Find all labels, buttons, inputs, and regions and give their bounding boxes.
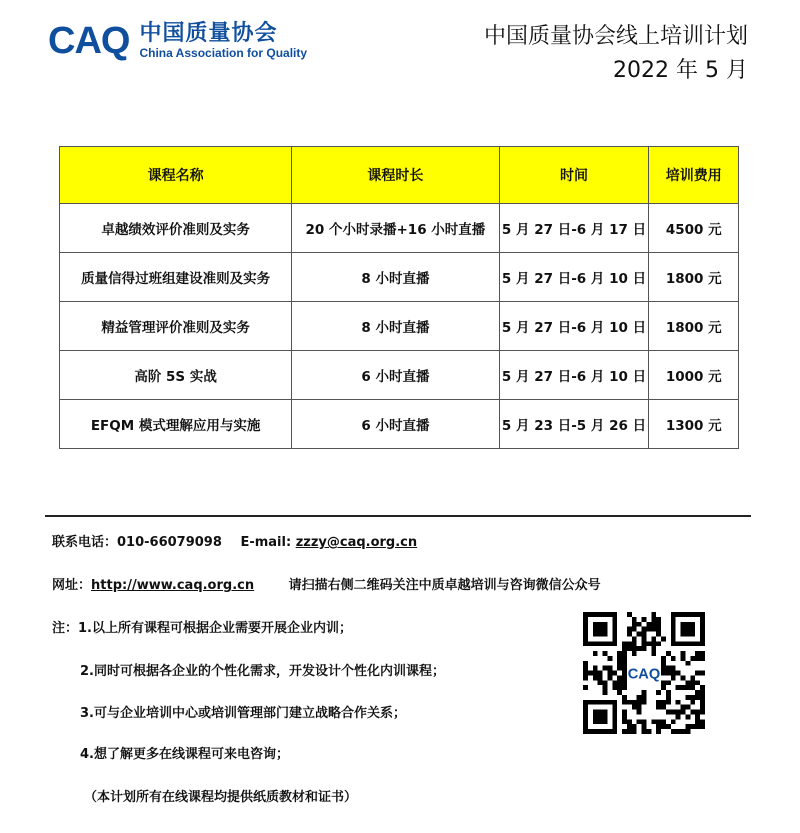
duration-cell: 8 小时直播 [292, 253, 499, 302]
qr-module [671, 710, 676, 715]
time-cell: 5 月 27 日-6 月 10 日 [499, 351, 649, 400]
qr-module [622, 695, 627, 700]
qr-module [661, 656, 666, 661]
qr-module [598, 671, 603, 676]
qr-module [651, 636, 656, 641]
qr-module [607, 666, 612, 671]
fee-cell: 1800 元 [649, 253, 739, 302]
qr-module [642, 719, 647, 724]
qr-module [617, 661, 622, 666]
qr-module [695, 719, 700, 724]
qr-module [617, 675, 622, 680]
qr-module [656, 729, 661, 734]
qr-module [695, 714, 700, 719]
qr-module [642, 724, 647, 729]
qr-module [583, 661, 588, 666]
qr-module [690, 695, 695, 700]
qr-module [676, 700, 681, 705]
fee-cell: 1800 元 [649, 302, 739, 351]
caq-logo [48, 20, 308, 63]
qr-module [700, 700, 705, 705]
section-divider [45, 515, 751, 517]
fee-cell: 1000 元 [649, 351, 739, 400]
qr-module [681, 651, 686, 656]
qr-module [656, 705, 661, 710]
header-fee: 培训费用 [649, 147, 739, 204]
qr-module [681, 685, 686, 690]
qr-module [622, 719, 627, 724]
qr-module [612, 680, 617, 685]
notes-footer: （本计划所有在线课程均提供纸质教材和证书） [84, 790, 358, 805]
qr-module [603, 666, 608, 671]
website-line [52, 574, 601, 593]
qr-module [637, 695, 642, 700]
qr-module [637, 632, 642, 637]
logo-chinese-name: 中国质量协会 [139, 21, 278, 46]
qr-module [622, 714, 627, 719]
qr-module [603, 651, 608, 656]
duration-cell: 8 小时直播 [292, 302, 499, 351]
duration-cell: 6 小时直播 [292, 351, 499, 400]
qr-module [681, 675, 686, 680]
notes-label: 注： [52, 621, 79, 636]
qr-module [671, 656, 676, 661]
qr-module [651, 646, 656, 651]
qr-module [700, 710, 705, 715]
qr-module [685, 729, 690, 734]
qr-module [637, 622, 642, 627]
course-name-cell: EFQM 模式理解应用与实施 [60, 400, 292, 449]
qr-module [603, 680, 608, 685]
qr-module [651, 622, 656, 627]
qr-module [661, 685, 666, 690]
qr-module [588, 671, 593, 676]
qr-module [637, 705, 642, 710]
qr-module [656, 622, 661, 627]
qr-module [656, 627, 661, 632]
qr-module [671, 729, 676, 734]
qr-module [583, 685, 588, 690]
qr-module [637, 710, 642, 715]
qr-module [685, 695, 690, 700]
qr-module [685, 680, 690, 685]
qr-module [690, 675, 695, 680]
qr-module [666, 690, 671, 695]
qr-module [583, 675, 588, 680]
time-cell: 5 月 27 日-6 月 10 日 [499, 302, 649, 351]
qr-module [700, 671, 705, 676]
qr-module [690, 680, 695, 685]
qr-module [666, 666, 671, 671]
qr-module [642, 627, 647, 632]
qr-module [666, 671, 671, 676]
qr-module [685, 724, 690, 729]
qr-module [622, 710, 627, 715]
document-title [484, 20, 748, 88]
qr-module [681, 705, 686, 710]
note-2: 2.同时可根据各企业的个性化需求，开发设计个性化内训课程； [80, 664, 445, 679]
qr-module [642, 695, 647, 700]
qr-module [651, 617, 656, 622]
qr-module [632, 705, 637, 710]
qr-module [603, 685, 608, 690]
qr-module [661, 636, 666, 641]
qr-module [700, 656, 705, 661]
qr-module [622, 651, 627, 656]
qr-module [656, 700, 661, 705]
qr-module [676, 729, 681, 734]
note-1 [52, 617, 352, 636]
qr-module [661, 661, 666, 666]
table-row [60, 351, 739, 400]
qr-module [622, 666, 627, 671]
time-cell: 5 月 23 日-5 月 26 日 [499, 400, 649, 449]
qr-module [695, 651, 700, 656]
email-link[interactable]: zzzy@caq.org.cn [295, 535, 418, 550]
qr-module [612, 671, 617, 676]
qr-module [695, 724, 700, 729]
qr-module [622, 646, 627, 651]
scan-hint: 请扫描右侧二维码关注中质卓越培训与咨询微信公众号 [288, 578, 601, 593]
qr-module [671, 675, 676, 680]
qr-module [646, 622, 651, 627]
header-course-name: 课程名称 [60, 147, 292, 204]
qr-module [690, 656, 695, 661]
note-3: 3.可与企业培训中心或培训管理部门建立战略合作关系； [80, 706, 406, 721]
qr-module [671, 671, 676, 676]
logo-english-name: China Association for Quality [139, 46, 308, 61]
fee-cell: 4500 元 [649, 204, 739, 253]
qr-module [695, 656, 700, 661]
qr-module [676, 714, 681, 719]
qr-module [637, 700, 642, 705]
qr-module [676, 685, 681, 690]
qr-module [642, 700, 647, 705]
header-time: 时间 [499, 147, 649, 204]
table-row [60, 302, 739, 351]
qr-module [700, 695, 705, 700]
qr-module [627, 724, 632, 729]
qr-module [632, 724, 637, 729]
qr-module [671, 666, 676, 671]
qr-module [607, 656, 612, 661]
table-header-row [60, 147, 739, 204]
qr-module [685, 705, 690, 710]
qr-module [612, 685, 617, 690]
fee-cell: 1300 元 [649, 400, 739, 449]
qr-module [617, 656, 622, 661]
qr-module [695, 671, 700, 676]
duration-cell: 20 个小时录播+16 小时直播 [292, 204, 499, 253]
email-label: E-mail: [240, 535, 292, 550]
qr-module [607, 671, 612, 676]
qr-module [681, 729, 686, 734]
qr-module [666, 710, 671, 715]
qr-module [617, 685, 622, 690]
qr-module [690, 685, 695, 690]
note-4: 4.想了解更多在线课程可来电咨询； [80, 747, 289, 762]
qr-module [622, 685, 627, 690]
qr-module [700, 685, 705, 690]
header-duration: 课程时长 [292, 147, 499, 204]
qr-module [642, 641, 647, 646]
qr-module [695, 695, 700, 700]
qr-module [666, 724, 671, 729]
qr-module [627, 641, 632, 646]
qr-module [656, 724, 661, 729]
qr-module [695, 680, 700, 685]
qr-module [656, 641, 661, 646]
course-name-cell: 高阶 5S 实战 [60, 351, 292, 400]
qr-module [651, 641, 656, 646]
qr-module [661, 680, 666, 685]
qr-module [593, 675, 598, 680]
qr-module [666, 651, 671, 656]
qr-module [646, 729, 651, 734]
qr-module [632, 646, 637, 651]
qr-module [690, 710, 695, 715]
qr-module [617, 680, 622, 685]
qr-module [700, 719, 705, 724]
qr-module [642, 646, 647, 651]
qr-module [622, 700, 627, 705]
qr-module [632, 617, 637, 622]
phone-text: 联系电话：010-66079098 [52, 535, 222, 550]
qr-module [627, 627, 632, 632]
qr-module [690, 724, 695, 729]
qr-module [627, 700, 632, 705]
course-name-cell: 质量信得过班组建设准则及实务 [60, 253, 292, 302]
qr-module [603, 690, 608, 695]
logo-mark: CAQ [48, 20, 130, 63]
qr-module [593, 666, 598, 671]
qr-module [676, 671, 681, 676]
qr-module [700, 651, 705, 656]
qr-module [642, 636, 647, 641]
qr-module [622, 675, 627, 680]
table-row [60, 400, 739, 449]
qr-center-logo: CAQ [627, 666, 661, 683]
duration-cell: 6 小时直播 [292, 400, 499, 449]
logo-text [139, 22, 307, 60]
qr-module [593, 651, 598, 656]
qr-module [583, 666, 588, 671]
qr-module [632, 651, 637, 656]
qr-module [690, 700, 695, 705]
qr-module [642, 632, 647, 637]
qr-module [666, 700, 671, 705]
qr-module [622, 680, 627, 685]
qr-module [695, 690, 700, 695]
qr-module [685, 661, 690, 666]
qr-module [685, 685, 690, 690]
qr-module [661, 700, 666, 705]
qr-module [632, 636, 637, 641]
qr-module [627, 612, 632, 617]
qr-module [681, 710, 686, 715]
qr-code-image [583, 612, 705, 734]
qr-module [593, 671, 598, 676]
qr-module [622, 656, 627, 661]
qr-module [681, 656, 686, 661]
qr-module [632, 729, 637, 734]
qr-module [651, 651, 656, 656]
qr-module [671, 719, 676, 724]
website-link[interactable]: http://www.caq.org.cn [91, 578, 255, 593]
qr-module [632, 641, 637, 646]
qr-module [627, 632, 632, 637]
qr-module [598, 680, 603, 685]
qr-module [642, 690, 647, 695]
qr-module [583, 671, 588, 676]
qr-module [685, 714, 690, 719]
qr-module [656, 719, 661, 724]
qr-module [622, 729, 627, 734]
website-label: 网址： [52, 578, 92, 593]
time-cell: 5 月 27 日-6 月 10 日 [499, 253, 649, 302]
qr-module [622, 671, 627, 676]
qr-module [666, 680, 671, 685]
course-name-cell: 卓越绩效评价准则及实务 [60, 204, 292, 253]
qr-module [700, 724, 705, 729]
qr-module [617, 651, 622, 656]
qr-module [656, 690, 661, 695]
time-cell: 5 月 27 日-6 月 17 日 [499, 204, 649, 253]
contact-line [52, 531, 417, 550]
qr-module [627, 719, 632, 724]
title-line-1: 中国质量协会线上培训计划 [483, 24, 748, 49]
qr-module [627, 646, 632, 651]
qr-module [656, 617, 661, 622]
qr-module [695, 710, 700, 715]
title-line-2: 2022 年 5 月 [613, 58, 748, 83]
qr-module [676, 710, 681, 715]
qr-module [661, 724, 666, 729]
qr-module [666, 695, 671, 700]
qr-module [651, 719, 656, 724]
qr-module [632, 627, 637, 632]
note-text: 1.以上所有课程可根据企业需要开展企业内训； [78, 621, 352, 636]
qr-module [637, 719, 642, 724]
qr-module [651, 627, 656, 632]
qr-module [661, 666, 666, 671]
qr-module [700, 705, 705, 710]
course-name-cell: 精益管理评价准则及实务 [60, 302, 292, 351]
qr-module [646, 641, 651, 646]
table-row [60, 204, 739, 253]
qr-module [627, 729, 632, 734]
qr-module [642, 617, 647, 622]
table-row [60, 253, 739, 302]
qr-module [661, 671, 666, 676]
qr-module [661, 719, 666, 724]
qr-module [617, 666, 622, 671]
qr-module [632, 622, 637, 627]
qr-module [617, 690, 622, 695]
qr-module [656, 632, 661, 637]
qr-module [661, 705, 666, 710]
qr-module [642, 729, 647, 734]
course-table [59, 146, 739, 449]
qr-module [637, 646, 642, 651]
qr-module [632, 700, 637, 705]
qr-module [607, 675, 612, 680]
qr-module [622, 641, 627, 646]
qr-module [700, 690, 705, 695]
qr-module [598, 675, 603, 680]
qr-module [651, 612, 656, 617]
qr-module [646, 627, 651, 632]
qr-module [622, 661, 627, 666]
